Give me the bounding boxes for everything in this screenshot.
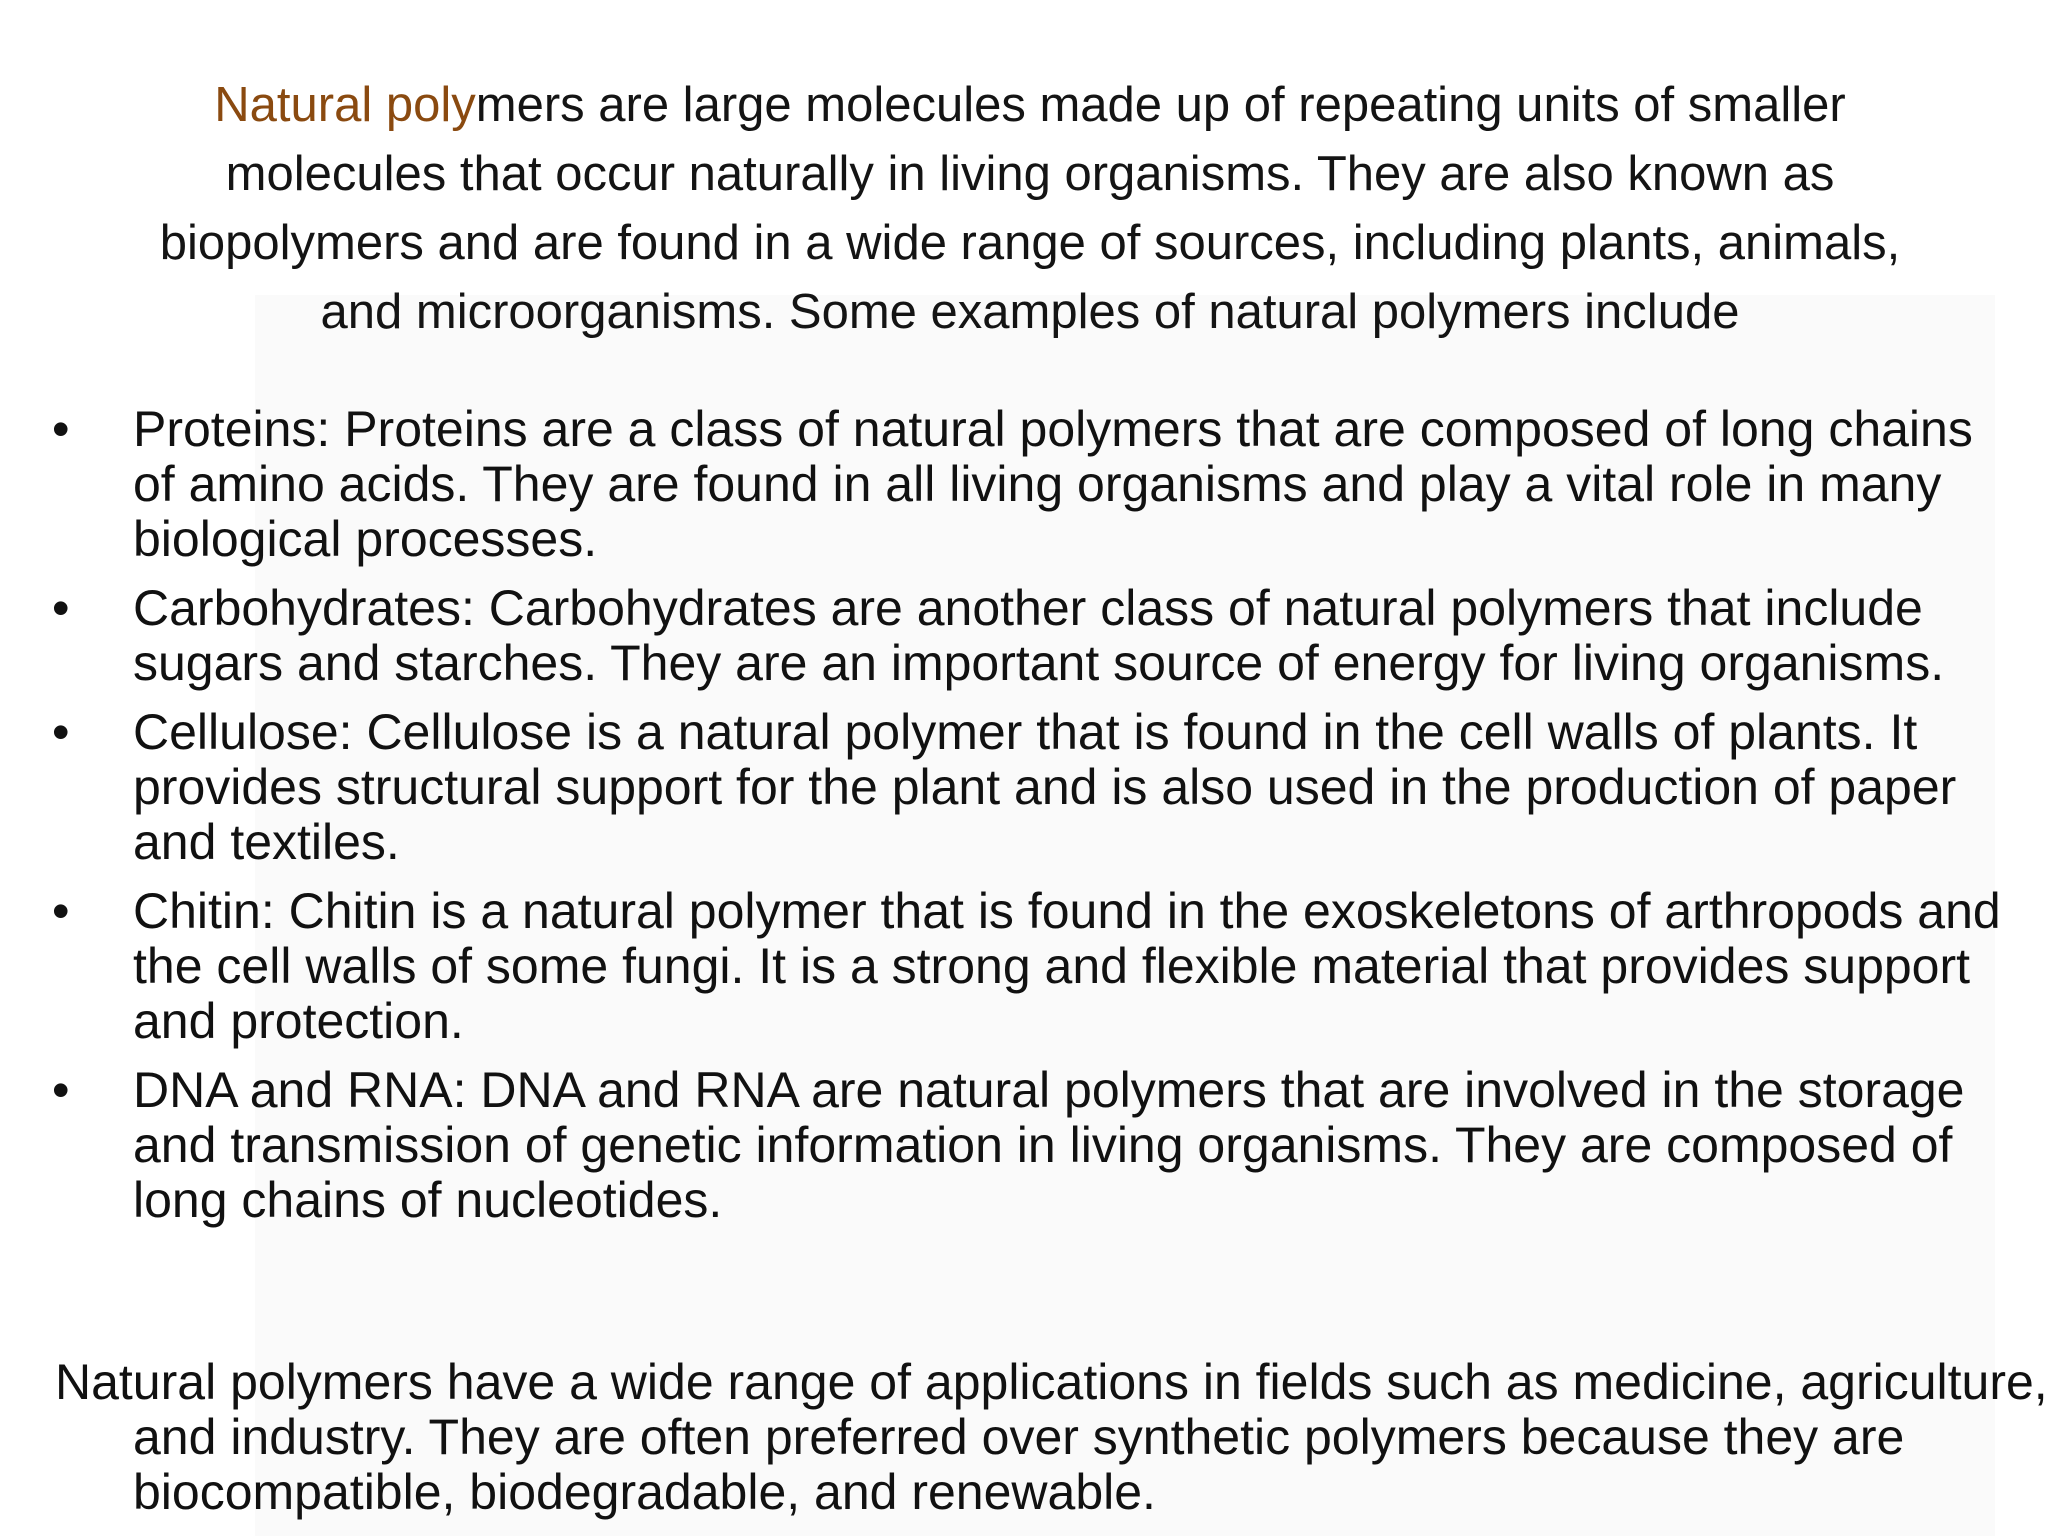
list-item-text: DNA and RNA: DNA and RNA are natural polymers that are involved in the storage and transmission of genetic information in living organisms. They are composed of long chains of nucleotides. bbox=[133, 1062, 1965, 1228]
intro-paragraph bbox=[150, 71, 1910, 347]
bullet-icon: • bbox=[52, 580, 70, 636]
polymer-examples-list bbox=[0, 402, 2048, 1242]
list-item-proteins bbox=[0, 402, 2048, 567]
bullet-icon: • bbox=[52, 401, 70, 457]
intro-body-text: mers are large molecules made up of repeating units of smaller molecules that occur naturally in living organisms. They are also known as biopolymers and are found in a wide range of sources, including plants, animals, and microorganisms. Some examples of natural polymers include bbox=[159, 78, 1901, 339]
conclusion-paragraph: Natural polymers have a wide range of applications in fields such as medicine, agriculture, and industry. They are often preferred over synthetic polymers because they are biocompatible, biodegradable, and renewable. bbox=[55, 1354, 2048, 1520]
list-item-text: Chitin: Chitin is a natural polymer that is found in the exoskeletons of arthropods and the cell walls of some fungi. It is a strong and flexible material that provides support and protection. bbox=[133, 883, 2001, 1049]
bullet-icon: • bbox=[52, 1062, 70, 1118]
list-item-carbohydrates bbox=[0, 581, 2048, 691]
list-item-text: Proteins: Proteins are a class of natural polymers that are composed of long chains of amino acids. They are found in all living organisms and play a vital role in many biological processes. bbox=[133, 401, 1973, 567]
list-item-text: Carbohydrates: Carbohydrates are another class of natural polymers that include sugars and starches. They are an important source of energy for living organisms. bbox=[133, 580, 1945, 691]
list-item-text: Cellulose: Cellulose is a natural polymer that is found in the cell walls of plants. It provides structural support for the plant and is also used in the production of paper and textiles. bbox=[133, 704, 1957, 870]
list-item-dna-rna bbox=[0, 1063, 2048, 1228]
list-item-cellulose bbox=[0, 705, 2048, 870]
bullet-icon: • bbox=[52, 883, 70, 939]
bullet-icon: • bbox=[52, 704, 70, 760]
intro-accent-text: Natural poly bbox=[214, 78, 476, 132]
list-item-chitin bbox=[0, 884, 2048, 1049]
